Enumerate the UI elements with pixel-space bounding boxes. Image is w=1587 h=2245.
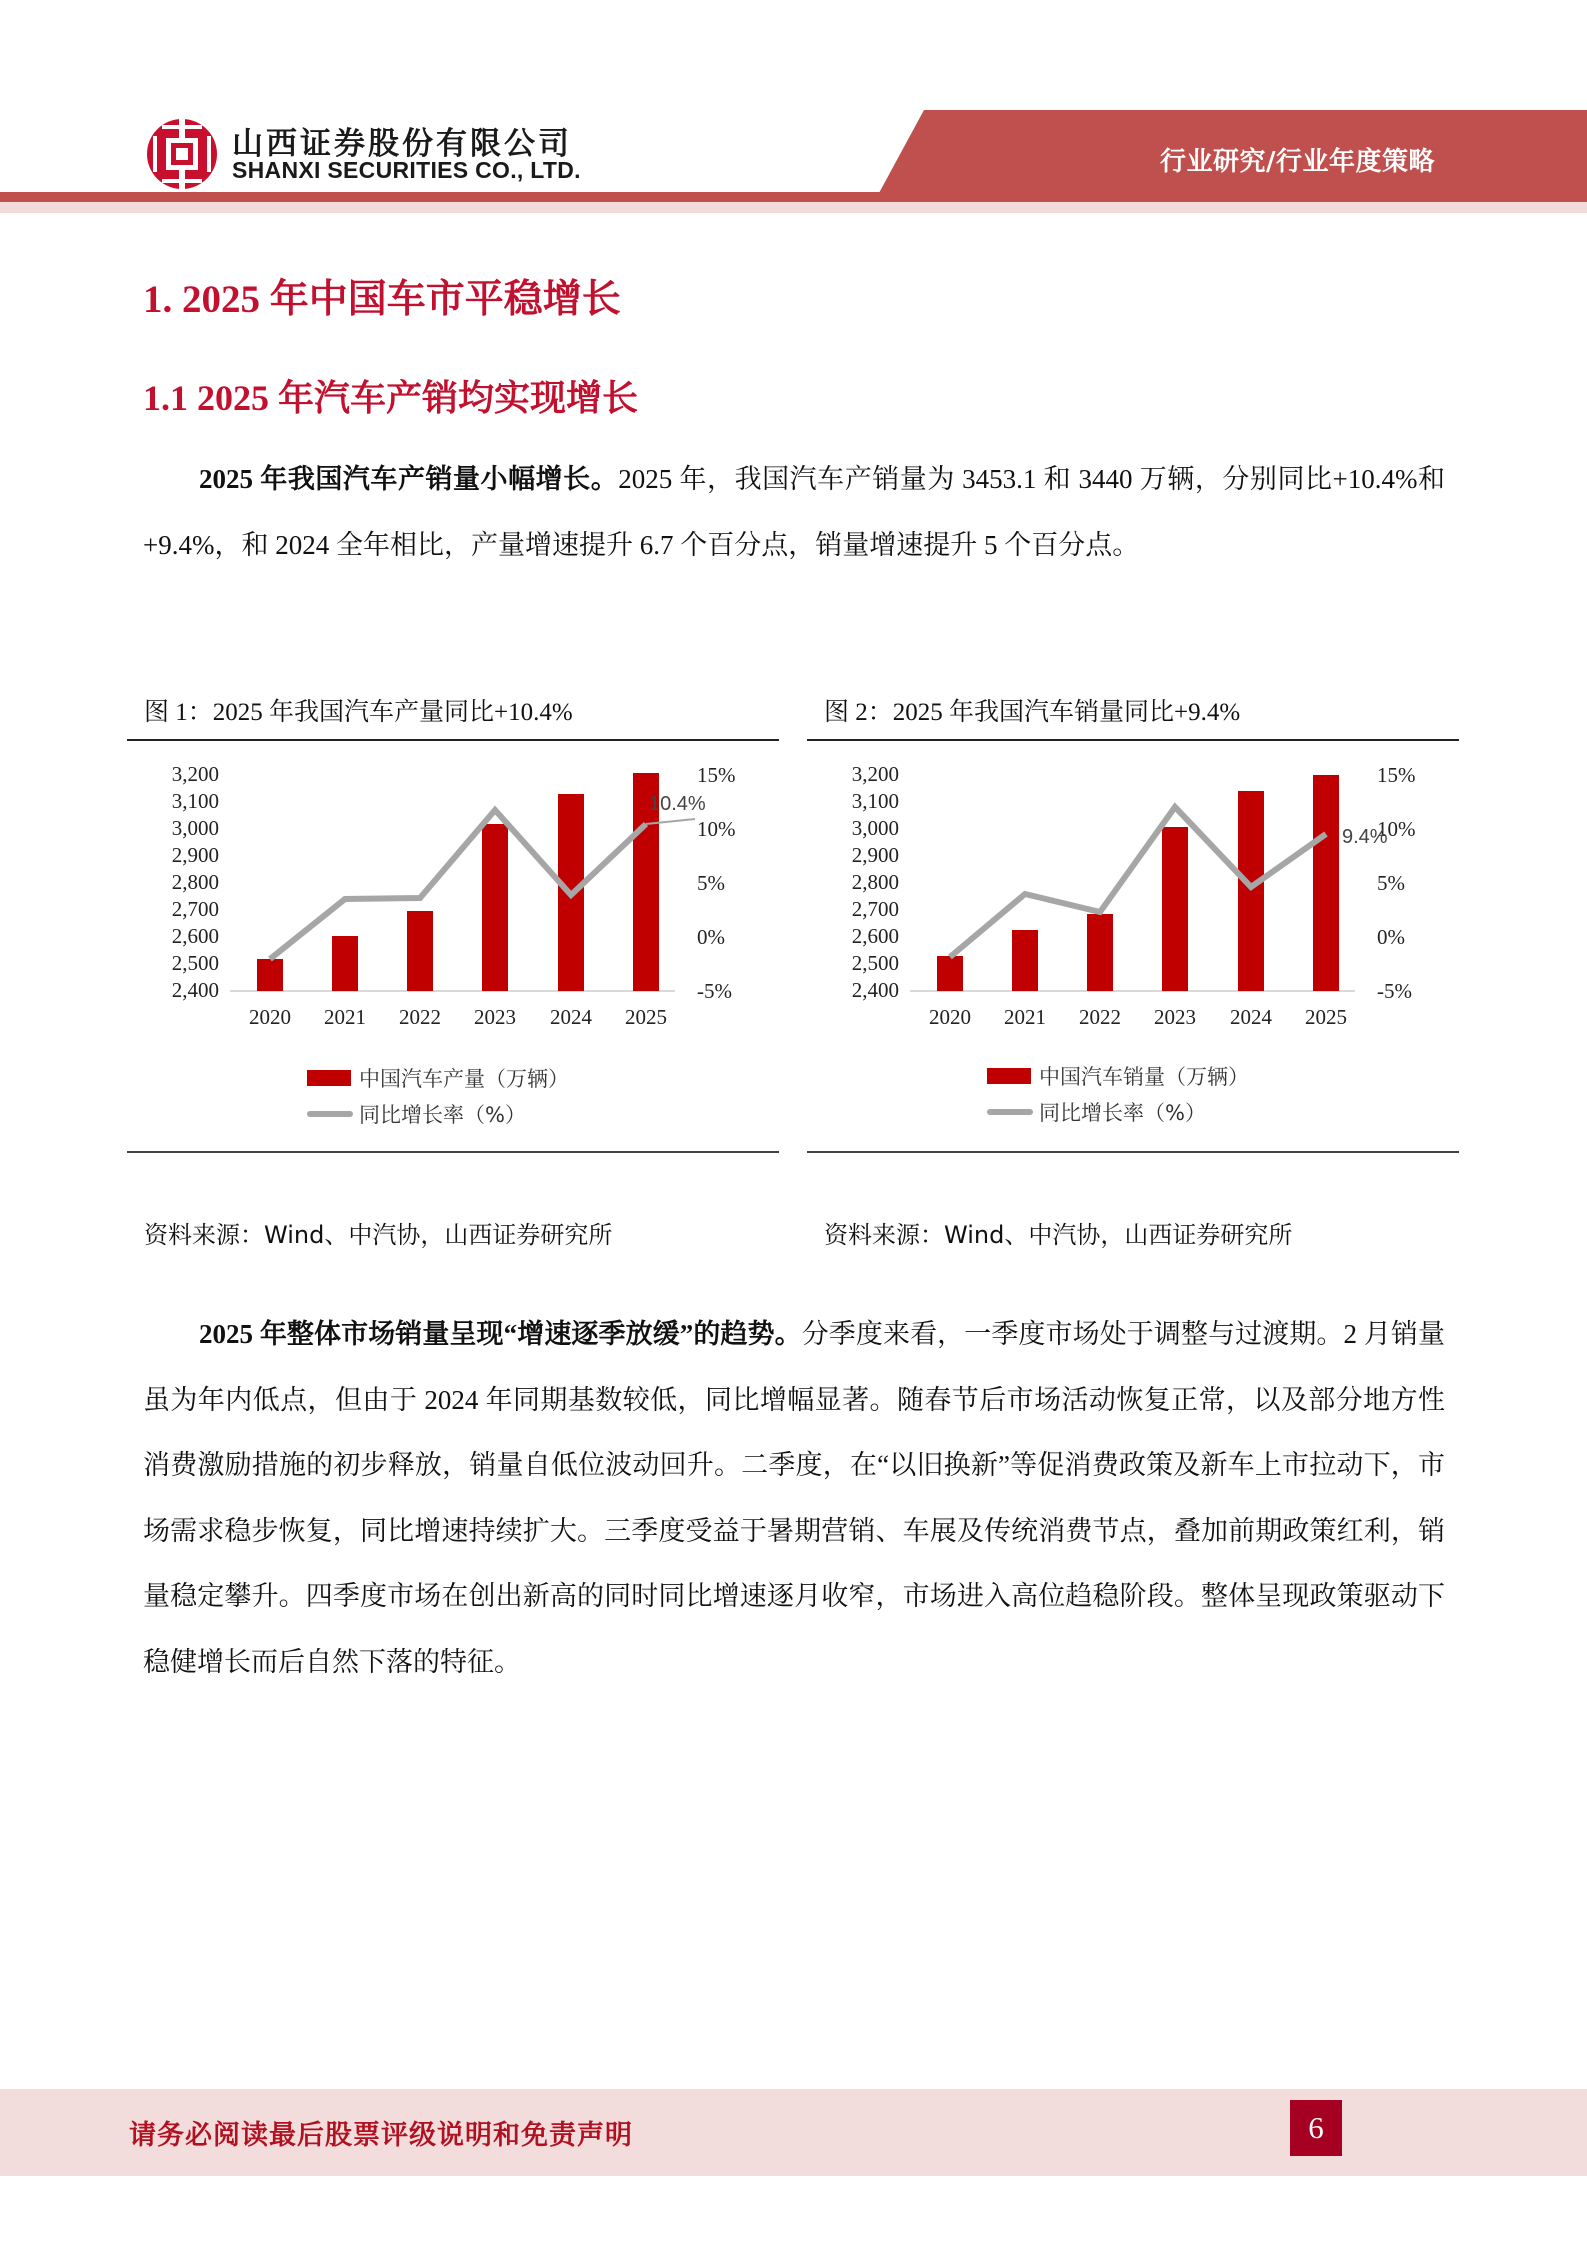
- svg-text:3,000: 3,000: [171, 816, 219, 840]
- svg-text:3,200: 3,200: [171, 762, 219, 786]
- company-name-en: SHANXI SECURITIES CO., LTD.: [232, 157, 581, 183]
- svg-text:2020: 2020: [249, 1005, 291, 1029]
- svg-text:10%: 10%: [1377, 817, 1416, 841]
- company-name-cn: 山西证券股份有限公司: [232, 126, 572, 162]
- figure-2-top-rule: [807, 739, 1459, 741]
- svg-text:2021: 2021: [1004, 1005, 1046, 1029]
- x-axis-ticks: [929, 1005, 1347, 1029]
- paragraph-2-lead: 2025 年整体市场销量呈现“增速逐季放缓”的趋势。: [199, 1319, 802, 1349]
- legend-line-label: 同比增长率（%）: [359, 1103, 526, 1127]
- section-heading: 1. 2025 年中国车市平稳增长: [143, 278, 621, 321]
- svg-text:2025: 2025: [1305, 1005, 1347, 1029]
- growth-line: [270, 810, 646, 959]
- svg-text:2022: 2022: [1079, 1005, 1121, 1029]
- end-value-label: 10.4%: [649, 793, 706, 815]
- svg-text:2024: 2024: [1230, 1005, 1272, 1029]
- figure-1-source: 资料来源：Wind、中汽协，山西证券研究所: [144, 1221, 613, 1249]
- svg-text:0%: 0%: [1377, 925, 1405, 949]
- paragraph-2-body: 分季度来看，一季度市场处于调整与过渡期。2 月销量虽为年内低点，但由于 2024 年同期基数较低，同比增幅显著。随春节后市场活动恢复正常，以及部分地方性消费激励措施的初步释放，销量自低位波动回升。二季度，在“以旧换新”等促消费政策及新车上市拉动下，市场需求稳步恢复，同比增速持续扩大。三季度受益于暑期营销、车展及传统消费节点，叠加前期政策红利，销量稳定攀升。四季度市场在创出新高的同时同比增速逐月收窄，市场进入高位趋稳阶段。整体呈现政策驱动下稳健增长而后自然下落的特征。: [143, 1319, 1446, 1677]
- svg-text:2,500: 2,500: [171, 951, 219, 975]
- svg-text:2020: 2020: [929, 1005, 971, 1029]
- svg-text:2,600: 2,600: [851, 924, 899, 948]
- svg-text:10%: 10%: [697, 817, 736, 841]
- svg-text:2,900: 2,900: [171, 843, 219, 867]
- svg-text:5%: 5%: [697, 871, 725, 895]
- svg-text:2,400: 2,400: [171, 978, 219, 1002]
- svg-text:2,900: 2,900: [851, 843, 899, 867]
- svg-text:2,700: 2,700: [171, 897, 219, 921]
- svg-text:2,700: 2,700: [851, 897, 899, 921]
- paragraph-1: [143, 447, 1445, 578]
- legend-bar-swatch: [987, 1068, 1031, 1084]
- company-logo-icon: [144, 116, 220, 192]
- svg-text:-5%: -5%: [697, 979, 732, 1003]
- svg-text:2024: 2024: [550, 1005, 592, 1029]
- figure-1-top-rule: [127, 739, 779, 741]
- svg-text:3,200: 3,200: [851, 762, 899, 786]
- figure-2-bottom-rule: [807, 1151, 1459, 1153]
- svg-text:2,800: 2,800: [171, 870, 219, 894]
- svg-text:2021: 2021: [324, 1005, 366, 1029]
- paragraph-2: [143, 1302, 1445, 1695]
- svg-text:0%: 0%: [697, 925, 725, 949]
- svg-text:5%: 5%: [1377, 871, 1405, 895]
- figure-1-title: 图 1：2025 年我国汽车产量同比+10.4%: [144, 699, 573, 726]
- right-axis-ticks: [1377, 763, 1416, 1003]
- legend-line-swatch: [987, 1109, 1033, 1115]
- svg-text:3,100: 3,100: [851, 789, 899, 813]
- left-axis-ticks: [852, 762, 899, 1002]
- page-header: [0, 0, 1587, 215]
- figure-2-title: 图 2：2025 年我国汽车销量同比+9.4%: [824, 699, 1241, 726]
- svg-text:2025: 2025: [625, 1005, 667, 1029]
- svg-text:3,100: 3,100: [171, 789, 219, 813]
- bars: [937, 775, 1339, 991]
- svg-text:15%: 15%: [1377, 763, 1416, 787]
- x-axis-ticks: [249, 1005, 667, 1029]
- svg-text:2,800: 2,800: [851, 870, 899, 894]
- figure-2-source: 资料来源：Wind、中汽协，山西证券研究所: [824, 1221, 1293, 1249]
- growth-line: [950, 807, 1326, 957]
- svg-text:3,000: 3,000: [851, 816, 899, 840]
- legend-bar-swatch: [307, 1070, 351, 1086]
- svg-text:2,600: 2,600: [171, 924, 219, 948]
- page-number: 6: [1290, 2100, 1342, 2156]
- figure-2-chart: [807, 748, 1459, 1058]
- disclaimer-notice: 请务必阅读最后股票评级说明和免责声明: [129, 2120, 633, 2151]
- svg-text:2023: 2023: [474, 1005, 516, 1029]
- subsection-heading: 1.1 2025 年汽车产销均实现增长: [143, 378, 639, 418]
- svg-text:2022: 2022: [399, 1005, 441, 1029]
- legend-line-swatch: [307, 1111, 353, 1117]
- left-axis-ticks: [172, 762, 219, 1002]
- figure-2-legend: [987, 1058, 1249, 1130]
- end-value-label: 9.4%: [1342, 826, 1388, 848]
- legend-bar-label: 中国汽车产量（万辆）: [359, 1067, 569, 1091]
- figure-1-legend: [307, 1060, 569, 1132]
- legend-bar-label: 中国汽车销量（万辆）: [1039, 1065, 1249, 1089]
- bars: [257, 773, 659, 991]
- figure-1-chart: [127, 748, 779, 1058]
- svg-text:15%: 15%: [697, 763, 736, 787]
- paragraph-1-body: 2025 年，我国汽车产销量为 3453.1 和 3440 万辆，分别同比+10.4%和+9.4%，和 2024 全年相比，产量增速提升 6.7 个百分点，销量增速提升 5 个百分点。: [143, 464, 1446, 560]
- page-footer: [0, 2089, 1587, 2176]
- legend-line-label: 同比增长率（%）: [1039, 1101, 1206, 1125]
- paragraph-1-lead: 2025 年我国汽车产销量小幅增长。: [199, 464, 619, 494]
- svg-text:-5%: -5%: [1377, 979, 1412, 1003]
- svg-text:2,500: 2,500: [851, 951, 899, 975]
- svg-text:2,400: 2,400: [851, 978, 899, 1002]
- figure-1-bottom-rule: [127, 1151, 779, 1153]
- svg-text:2023: 2023: [1154, 1005, 1196, 1029]
- report-category: 行业研究/行业年度策略: [1160, 147, 1435, 177]
